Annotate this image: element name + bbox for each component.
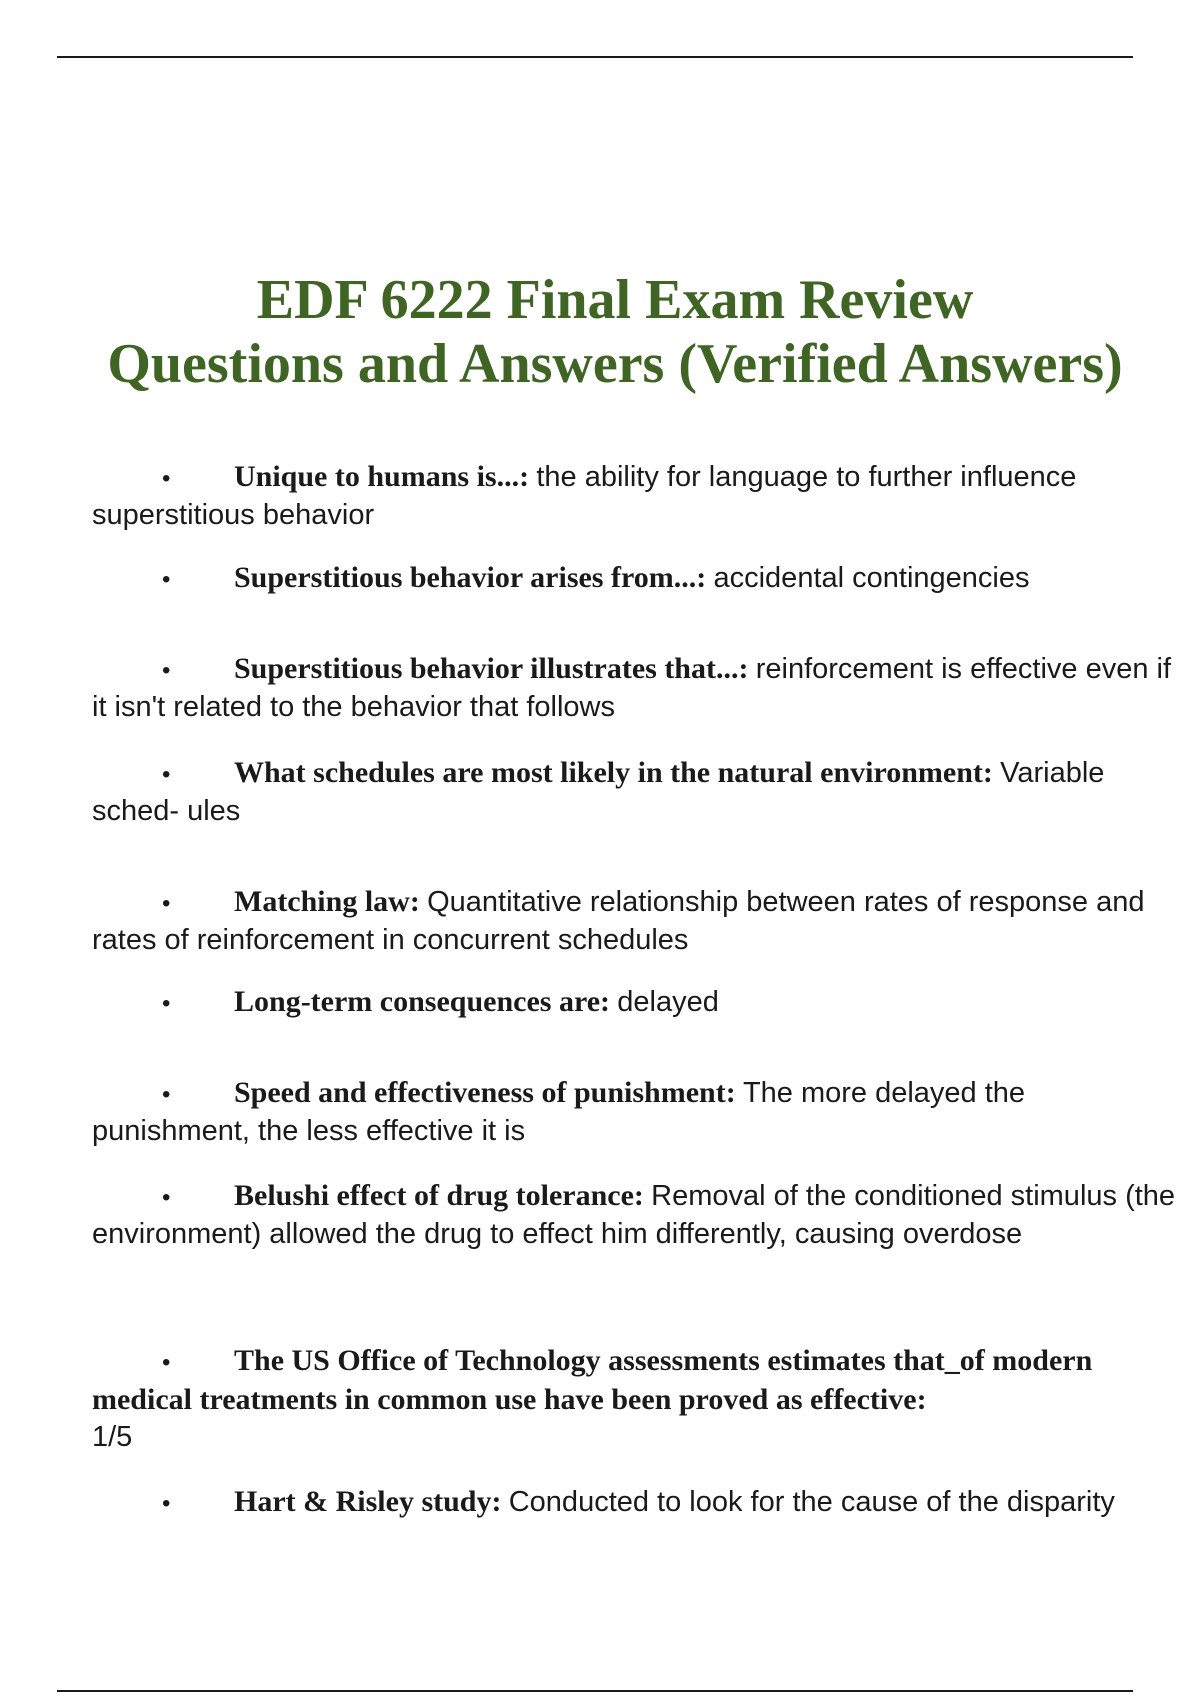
bottom-rule	[57, 1690, 1133, 1692]
title-line-2: Questions and Answers (Verified Answers)	[107, 333, 1123, 395]
qa-answer: reinforcement is effective even if it isn't related to the behavior that follows	[92, 653, 1172, 723]
qa-term: Long-term consequences are:	[234, 985, 611, 1018]
qa-answer: the ability for language to further influence superstitious behavior	[92, 461, 1077, 531]
qa-term: Unique to humans is...:	[234, 460, 530, 493]
qa-term: What schedules are most likely in the natural environment:	[234, 756, 993, 789]
qa-term: Matching law:	[234, 885, 420, 918]
qa-answer: Variable sched- ules	[92, 757, 1105, 827]
qa-term: Superstitious behavior illustrates that...:	[234, 652, 749, 685]
top-rule	[57, 56, 1133, 58]
page-title	[60, 268, 1170, 396]
qa-answer: delayed	[617, 986, 719, 1018]
qa-term: Belushi effect of drug tolerance:	[234, 1179, 644, 1212]
qa-item	[92, 1074, 1182, 1150]
bullet-icon: •	[162, 1490, 171, 1517]
qa-answer: The more delayed the punishment, the less effective it is	[92, 1077, 1026, 1147]
qa-item	[92, 559, 1182, 598]
qa-item	[92, 1483, 1182, 1522]
qa-item	[92, 1177, 1182, 1253]
qa-answer: accidental contingencies	[713, 562, 1030, 594]
bullet-icon: •	[162, 465, 171, 492]
bullet-icon: •	[162, 1184, 171, 1211]
bullet-icon: •	[162, 566, 171, 593]
qa-answer: Quantitative relationship between rates of response and rates of reinforcement in concurrent schedules	[92, 886, 1145, 956]
bullet-icon: •	[162, 1349, 171, 1376]
qa-item	[92, 983, 1182, 1022]
qa-answer: Conducted to look for the cause of the disparity	[508, 1486, 1115, 1518]
qa-item	[92, 1342, 1182, 1456]
bullet-icon: •	[162, 657, 171, 684]
bullet-icon: •	[162, 990, 171, 1017]
qa-item	[92, 754, 1182, 830]
bullet-icon: •	[162, 1081, 171, 1108]
qa-answer: 1/5	[92, 1421, 133, 1453]
bullet-icon: •	[162, 761, 171, 788]
qa-term: Superstitious behavior arises from...:	[234, 561, 707, 594]
bullet-icon: •	[162, 890, 171, 917]
qa-term: The US Office of Technology assessments estimates that_of modern medical treatments in common use have been proved as effective:	[92, 1344, 1093, 1416]
title-line-1: EDF 6222 Final Exam Review	[256, 269, 974, 331]
qa-term: Hart & Risley study:	[234, 1485, 502, 1518]
qa-answer: Removal of the conditioned stimulus (the environment) allowed the drug to effect him differently, causing overdose	[92, 1180, 1176, 1250]
qa-item	[92, 650, 1182, 726]
qa-item	[92, 883, 1182, 959]
qa-term: Speed and effectiveness of punishment:	[234, 1076, 736, 1109]
qa-item	[92, 458, 1182, 534]
